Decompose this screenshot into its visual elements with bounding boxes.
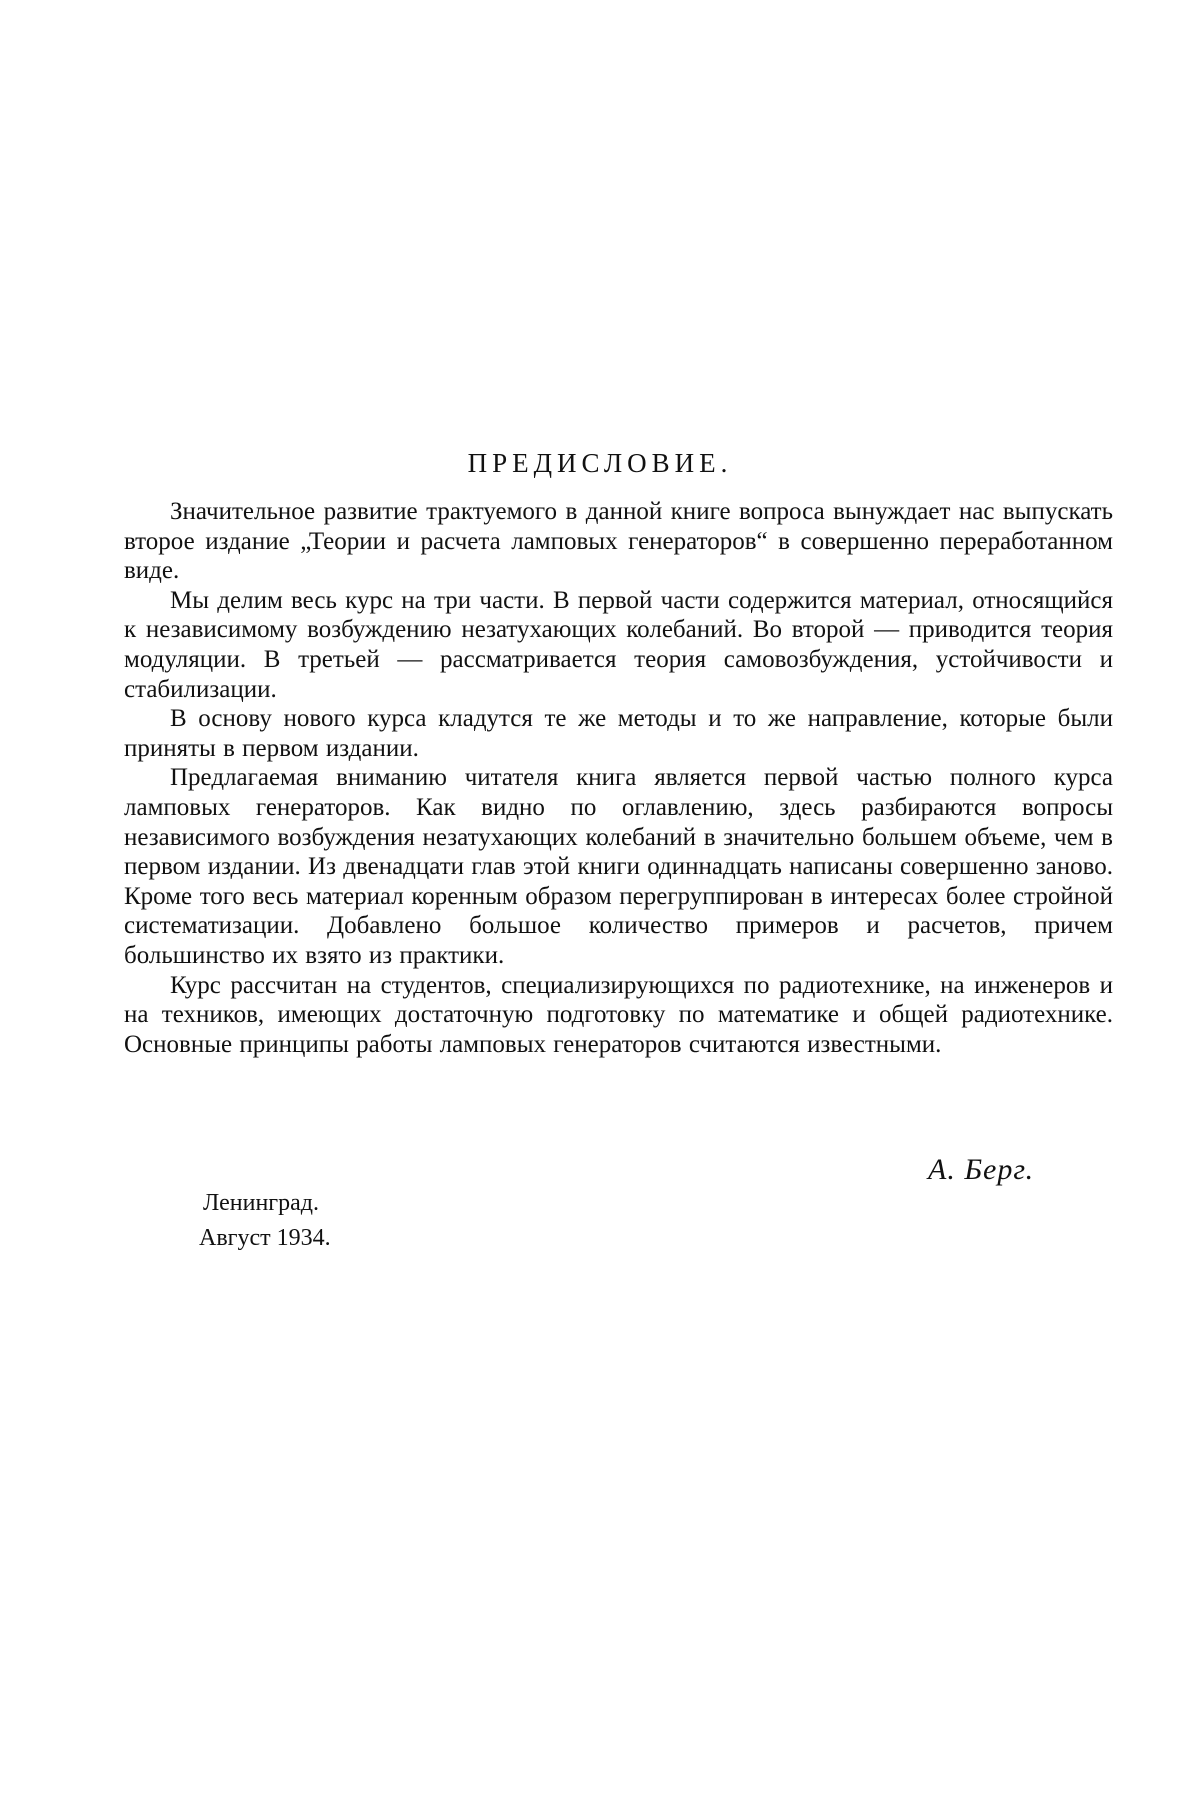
- paragraph-3: В основу нового курса кладутся те же методы и то же направление, которые были приняты в первом издании.: [124, 705, 1113, 762]
- preface-body: [124, 497, 1113, 1059]
- date-line: Август 1934.: [199, 1225, 331, 1251]
- author-signature: А. Берг.: [928, 1153, 1035, 1186]
- paragraph-5: Курс рассчитан на студентов, специализирующихся по радиотехнике, на инженеров и на техников, имеющих достаточную подготовку по математике и общей радиотехнике. Основные принципы работы ламповых генераторов считаются известными.: [124, 971, 1113, 1058]
- place-line: Ленинград.: [203, 1190, 320, 1216]
- paragraph-4: Предлагаемая вниманию читателя книга является первой частью полного курса ламповых генераторов. Как видно по оглавлению, здесь разбираются вопросы независимого возбуждения незатухающих колебаний в значительно большем объеме, чем в первом издании. Из двенадцати глав этой книги одиннадцать написаны совершенно заново. Кроме того весь материал коренным образом перегруппирован в интересах более стройной систематизации. Добавлено большое количество примеров и расчетов, причем большинство их взято из практики.: [124, 764, 1113, 969]
- paragraph-2: Мы делим весь курс на три части. В первой части содержится материал, относящийся к независимому возбуждению незатухающих колебаний. Во второй — приводится теория модуляции. В третьей — рассматривается теория самовозбуждения, устойчивости и стабилизации.: [124, 586, 1113, 703]
- paragraph-1: Значительное развитие трактуемого в данной книге вопроса вынуждает нас выпускать второе издание „Теории и расчета ламповых генераторов“ в совершенно переработанном виде.: [124, 498, 1113, 585]
- page-title: ПРЕДИСЛОВИЕ.: [467, 448, 733, 478]
